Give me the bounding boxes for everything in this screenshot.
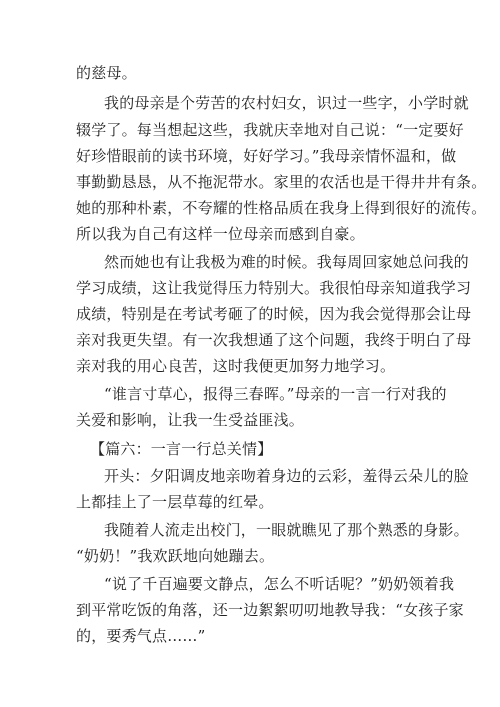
paragraph-3-line-0: “谁言寸草心，报得三春晖。”母亲的一言一行对我的 (104, 385, 447, 403)
paragraph-1-line-1: 辍学了。每当想起这些，我就庆幸地对自己说：“一定要好 (76, 121, 464, 139)
paragraph-2-line-2: 成绩，特别是在考试考砸了的时候，因为我会觉得那会让母 (76, 305, 472, 323)
paragraph-2-line-3: 亲对我更失望。有一次我想通了这个问题，我终于明白了母 (76, 331, 472, 349)
paragraph-2-line-0: 然而她也有让我极为难的时候。我每周回家她总问我的 (104, 253, 469, 271)
paragraph-4-line-1: 上都挂上了一层草莓的红晕。 (76, 493, 274, 511)
paragraph-2-line-1: 学习成绩，这让我觉得压力特别大。我很怕母亲知道我学习 (76, 279, 472, 297)
paragraph-6-line-0: “说了千百遍要文静点，怎么不听话呢？”奶奶领着我 (104, 575, 455, 593)
paragraph-1-line-0: 我的母亲是个劳苦的农村妇女，识过一些字，小学时就 (104, 94, 469, 112)
paragraph-5-line-0: 我随着人流走出校门，一眼就瞧见了那个熟悉的身影。 (104, 521, 469, 539)
paragraph-1-line-3: 事勤勤恳恳，从不拖泥带水。家里的农活也是干得井井有条。 (76, 173, 487, 191)
paragraph-6-line-1: 到平常吃饭的角落，还一边絮絮叨叨地教导我：“女孩子家 (76, 601, 464, 619)
paragraph-1-line-5: 所以我为自己有这样一位母亲而感到自豪。 (76, 225, 365, 243)
paragraph-1-line-4: 她的那种朴素，不夸耀的性格品质在我身上得到很好的流传。 (76, 199, 487, 217)
paragraph-5-line-1: “奶奶！”我欢跃地向她蹦去。 (76, 547, 275, 565)
section-heading: 【篇六：一言一行总关情】 (90, 440, 273, 458)
paragraph-3-line-1: 关爱和影响，让我一生受益匪浅。 (76, 411, 305, 429)
paragraph-6-line-2: 的，要秀气点……” (76, 627, 206, 645)
paragraph-0-line-0: 的慈母。 (76, 64, 137, 82)
paragraph-1-line-2: 好珍惜眼前的读书环境，好好学习。”我母亲情怀温和，做 (76, 147, 457, 165)
paragraph-2-line-4: 亲对我的用心良苦，这时我便更加努力地学习。 (76, 357, 396, 375)
paragraph-4-line-0: 开头：夕阳调皮地亲吻着身边的云彩，羞得云朵儿的脸 (104, 467, 469, 485)
